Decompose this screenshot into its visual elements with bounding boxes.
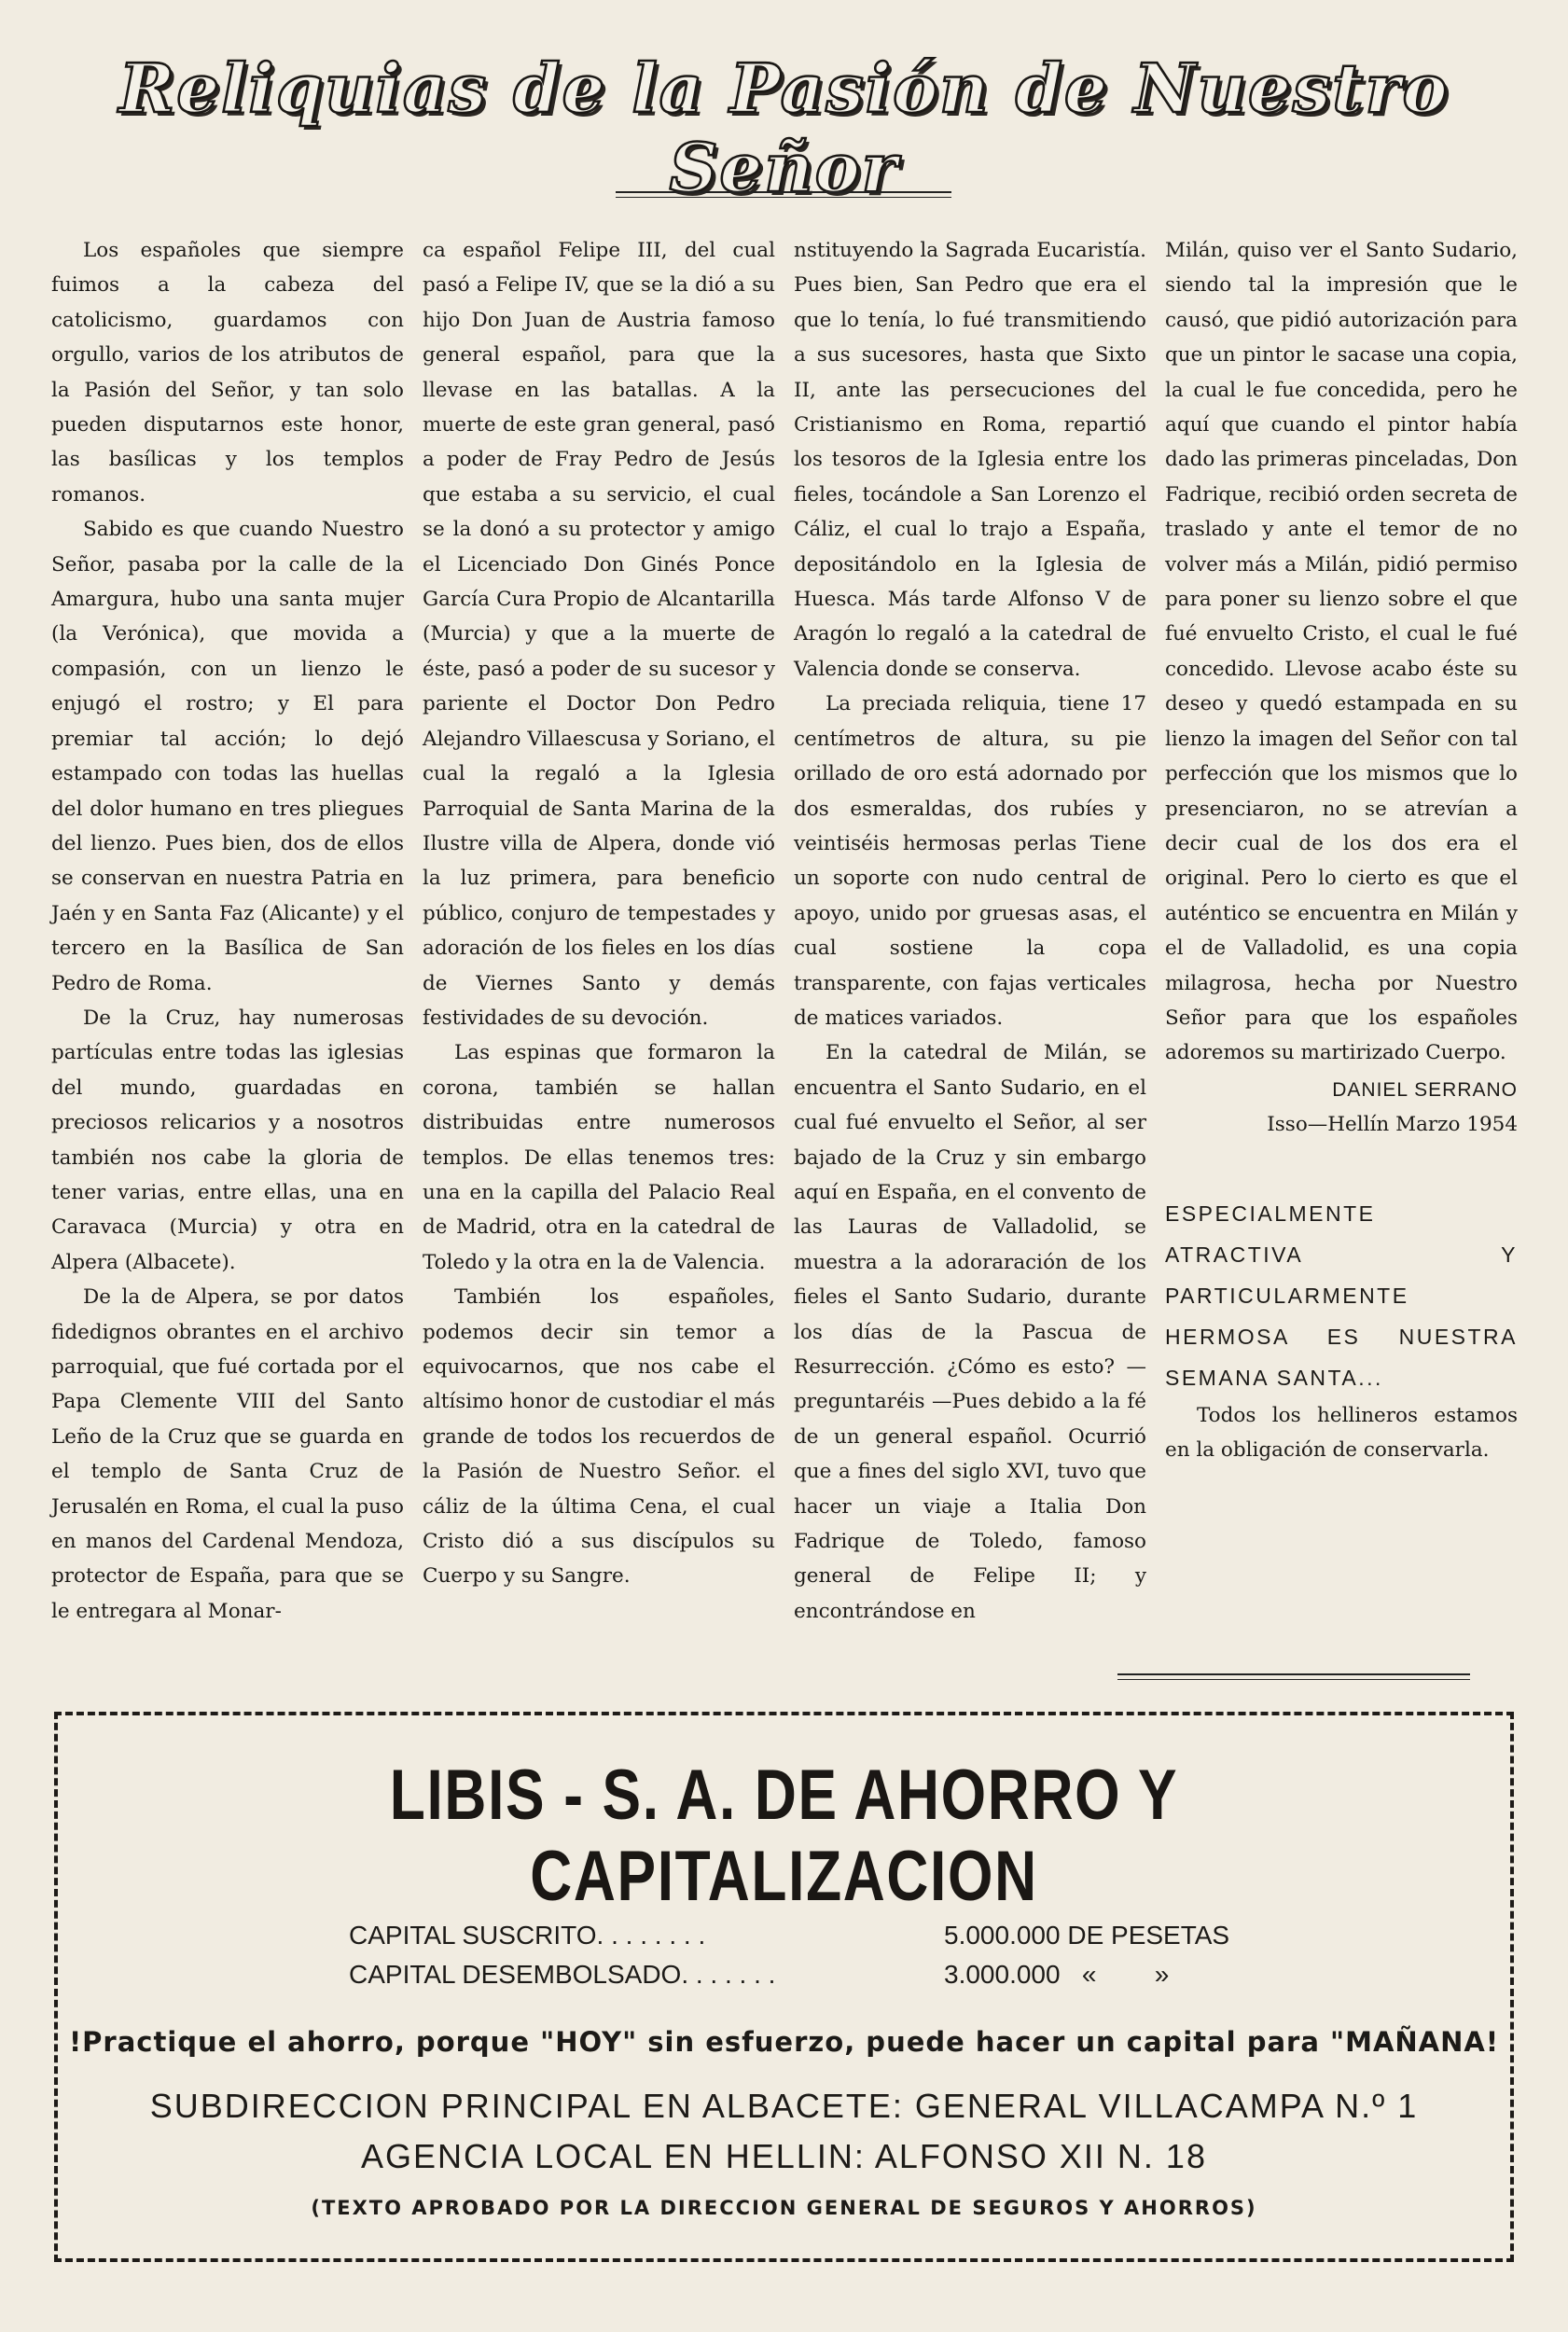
article-column-1 xyxy=(51,233,404,1629)
paragraph: ca español Felipe III, del cual pasó a Felipe IV, que se la dió a su hijo Don Juan de Austria famoso general español, para que la llevase en las batallas. A la muerte de este gran general, pasó a poder de Fray Pedro de Jesús que estaba a su servicio, el cual se la donó a su protector y amigo el Licenciado Don Ginés Ponce García Cura Propio de Alcantarilla (Murcia) y que a la muerte de éste, pasó a poder de su sucesor y pariente el Doctor Don Pedro Alejandro Villaescusa y Soriano, el cual la regaló a la Iglesia Parroquial de Santa Marina de la Ilustre villa de Alpera, donde vió la luz primera, para beneficio público, conjuro de tempestades y adoración de los fieles en los días de Viernes Santo y demás festividades de su devoción. xyxy=(423,239,775,1030)
paragraph: En la catedral de Milán, se encuentra el Santo Sudario, en el cual fué envuelto el Señor, al ser bajado de la Cruz y sin embargo aquí en España, en el convento de las Lauras de Valladolid, se muestra a la adoraración de los fieles el Santo Sudario, durante los días de la Pascua de Resurrección. ¿Cómo es esto? —preguntaréis —Pues debido a la fé de un general español. Ocurrió que a fines del siglo XVI, tuvo que hacer un viaje a Italia Don Fadrique de Toledo, famoso general de Felipe II; y encontrándose en xyxy=(794,1041,1146,1623)
paragraph: Milán, quiso ver el Santo Sudario, siendo tal la impresión que le causó, que pidió autorización para que un pintor le sacase una copia, la cual le fue concedida, pero he aquí que cuando el pintor había dado las primeras pinceladas, Don Fadrique, recibió orden secreta de traslado y ante el temor de no volver más a Milán, pidió permiso para poner su lienzo sobre el que fué envuelto Cristo, el cual le fué concedido. Llevose acabo éste su deseo y quedó estampada en su lienzo la imagen del Señor con tal perfección que los mismos que lo presenciaron, no se atrevían a decir cual de los dos era el original. Pero lo cierto es que el auténtico se encuentra en Milán y el de Valladolid, es una copia milagrosa, hecha por Nuestro Señor para que los españoles adoremos su martirizado Cuerpo. xyxy=(1165,239,1518,1065)
special-notice-body: Todos los hellineros estamos en la obligación de conservarla. xyxy=(1165,1403,1518,1462)
article-column-3 xyxy=(794,233,1146,1629)
paragraph: Los españoles que siempre fuimos a la cabeza del catolicismo, guardamos con orgullo, varios de los atributos de la Pasión del Señor, y tan solo pueden disputarnos este honor, las basílicas y los templos romanos. xyxy=(51,239,404,507)
article-column-2 xyxy=(423,233,775,1594)
capital-paid-label: CAPITAL DESEMBOLSADO. . . . . . . xyxy=(349,1960,776,1989)
ad-motto: !Practique el ahorro, porque "HOY" sin esfuerzo, puede hacer un capital para "MAÑANA! xyxy=(68,2026,1500,2058)
paragraph: De la Cruz, hay numerosas partículas entre todas las iglesias del mundo, guardadas en preciosos relicarios y a nosotros también nos cabe la gloria de tener varias, entre ellas, una en Caravaca (Murcia) y otra en Alpera (Albacete). xyxy=(51,1006,404,1274)
ad-subdirection: SUBDIRECCION PRINCIPAL EN ALBACETE: GENERAL VILLACAMPA N.º 1 xyxy=(149,2087,1419,2125)
ad-approval-note: (TEXTO APROBADO POR LA DIRECCION GENERAL DE SEGUROS Y AHORROS) xyxy=(311,2197,1257,2219)
ad-title: LIBIS - S. A. DE AHORRO Y CAPITALIZACION xyxy=(389,1756,1179,1916)
capital-subscribed-value: 5.000.000 DE PESETAS xyxy=(944,1921,1230,1950)
paragraph: nstituyendo la Sagrada Eucaristía. Pues bien, San Pedro que era el que lo tenía, lo fué transmitiendo a sus sucesores, hasta que Sixto II, ante las persecuciones del Cristianismo en Roma, repartió los tesoros de la Iglesia entre los fieles, tocándole a San Lorenzo el Cáliz, el cual lo trajo a España, depositándolo en la Iglesia de Huesca. Más tarde Alfonso V de Aragón lo regaló a la catedral de Valencia donde se conserva. xyxy=(794,239,1146,681)
capital-subscribed-label: CAPITAL SUSCRITO. . . . . . . . xyxy=(349,1921,706,1950)
ad-local-agency: AGENCIA LOCAL EN HELLIN: ALFONSO XII N. 18 xyxy=(361,2137,1207,2175)
advertisement-box xyxy=(54,1712,1514,2262)
column-divider xyxy=(1117,1673,1470,1680)
article-column-4 xyxy=(1165,233,1518,1467)
article-title: Reliquias de la Pasión de Nuestro Señor xyxy=(118,49,1450,207)
author-signature: DANIEL SERRANO xyxy=(1332,1078,1518,1101)
title-divider xyxy=(616,191,951,198)
article-columns xyxy=(51,233,1517,1688)
paragraph: De la de Alpera, se por datos fidedignos obrantes en el archivo parroquial, que fué cortada por el Papa Clemente VIII del Santo Leño de la Cruz que se guarda en el templo de Santa Cruz de Jerusalén en Roma, el cual la puso en manos del Cardenal Mendoza, protector de España, para que se le entregara al Monar- xyxy=(51,1285,404,1623)
paragraph: La preciada reliquia, tiene 17 centímetros de altura, su pie orillado de oro está adornado por dos esmeraldas, dos rubíes y veintiséis hermosas perlas Tiene un soporte con nudo central de apoyo, unido por gruesas asas, el cual sostiene la copa transparente, con fajas verticales de matices variados. xyxy=(794,692,1146,1030)
place-date: Isso—Hellín Marzo 1954 xyxy=(1267,1113,1518,1137)
paragraph: Sabido es que cuando Nuestro Señor, pasaba por la calle de la Amargura, hubo una santa mujer (la Verónica), que movida a compasión, con un lienzo le enjugó el rostro; y El para premiar tal acción; lo dejó estampado con todas las huellas del dolor humano en tres pliegues del lienzo. Pues bien, dos de ellos se conservan en nuestra Patria en Jaén y en Santa Faz (Alicante) y el tercero en la Basílica de San Pedro de Roma. xyxy=(51,518,404,995)
capital-paid-value: 3.000.000 « » xyxy=(944,1960,1170,1989)
paragraph: Las espinas que formaron la corona, también se hallan distribuidas entre numerosos templos. De ellas tenemos tres: una en la capilla del Palacio Real de Madrid, otra en la catedral de Toledo y la otra en la de Valencia. xyxy=(423,1041,775,1274)
special-notice: ESPECIALMENTE ATRACTIVA Y PARTICULARMENTE HERMOSA ES NUESTRA SEMANA SANTA... xyxy=(1165,1201,1518,1390)
paragraph: También los españoles, podemos decir sin temor a equivocarnos, que nos cabe el altísimo honor de custodiar el más grande de todos los recuerdos de la Pasión de Nuestro Señor. el cáliz de la última Cena, el cual Cristo dió a sus discípulos su Cuerpo y su Sangre. xyxy=(423,1285,775,1589)
